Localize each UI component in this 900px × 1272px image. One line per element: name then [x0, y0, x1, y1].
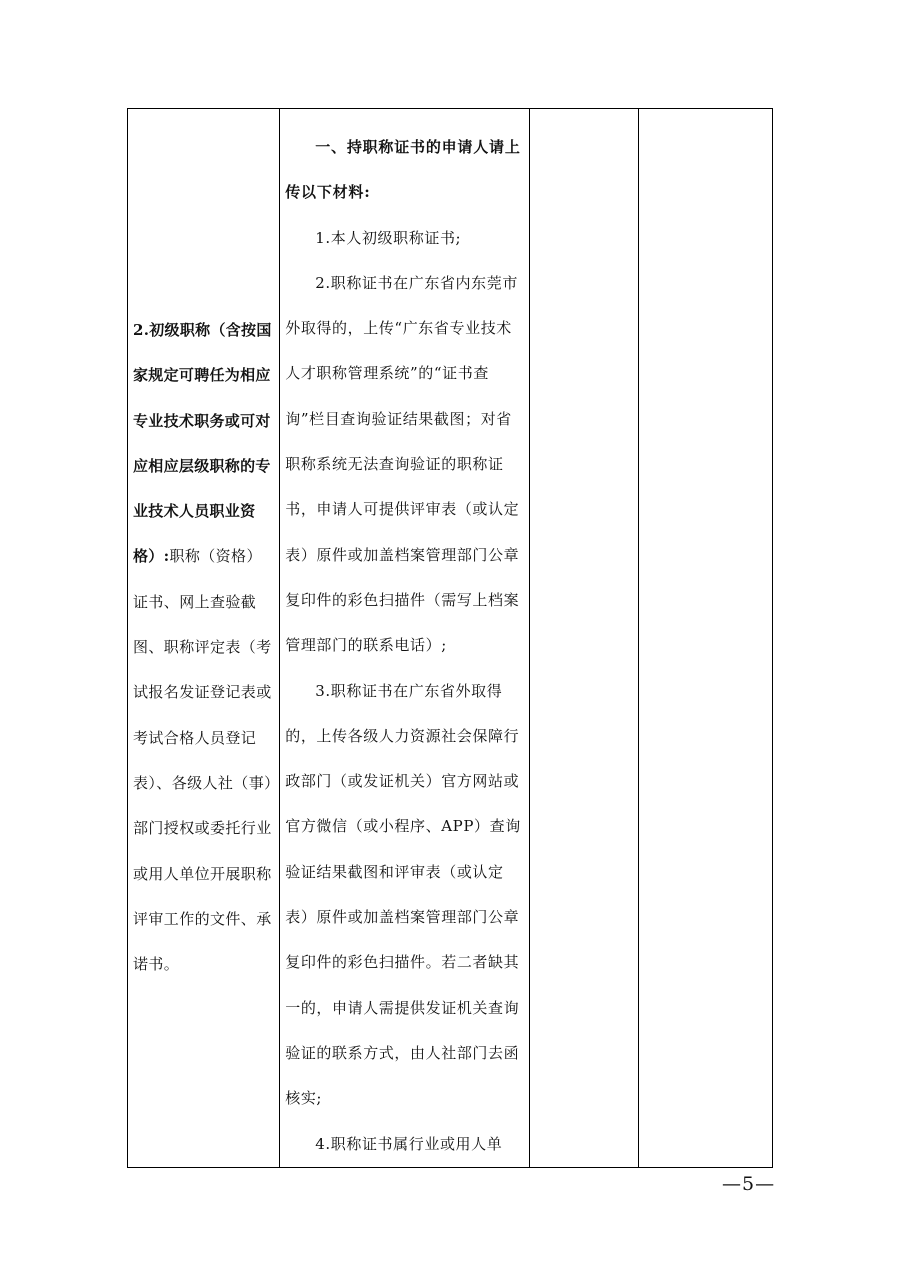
- category-label: [128, 308, 279, 987]
- materials-table: [127, 108, 773, 1168]
- empty-cell-4: [638, 109, 772, 1168]
- page-number: —5—: [722, 1173, 776, 1195]
- requirement-item-2: 2.职称证书在广东省内东莞市外取得的，上传“广东省专业技术人才职称管理系统”的“证书查询”栏目查询验证结果截图；对省职称系统无法查询验证的职称证书，申请人可提供评审表（或认定表）原件或加盖档案管理部门公章复印件的彩色扫描件（需写上档案管理部门的联系电话）;: [285, 273, 520, 655]
- requirements-cell: [280, 109, 529, 1168]
- requirement-item-4: 4.职称证书属行业或用人单: [315, 1134, 503, 1153]
- requirement-item-1: 1.本人初级职称证书;: [315, 228, 462, 247]
- empty-cell-3: [529, 109, 638, 1168]
- requirements-text: [280, 109, 528, 1167]
- category-materials: 职称（资格）证书、网上查验截图、职称评定表（考试报名发证登记表或考试合格人员登记表）、各级人社（事）部门授权或委托行业或用人单位开展职称评审工作的文件、承诺书。: [133, 547, 273, 974]
- table-row: [128, 109, 773, 1168]
- category-title: 2.初级职称（含按国家规定可聘任为相应专业技术职务或可对应相应层级职称的专业技术人员职业资格）:: [133, 321, 272, 566]
- requirements-heading: 一、持职称证书的申请人请上传以下材料:: [285, 138, 521, 202]
- requirement-item-3: 3.职称证书在广东省外取得的，上传各级人力资源社会保障行政部门（或发证机关）官方网站或官方微信（或小程序、APP）查询验证结果截图和评审表（或认定表）原件或加盖档案管理部门公章复印件的彩色扫描件。若二者缺其一的，申请人需提供发证机关查询验证的联系方式，由人社部门去函核实;: [285, 681, 521, 1108]
- category-cell: [128, 109, 280, 1168]
